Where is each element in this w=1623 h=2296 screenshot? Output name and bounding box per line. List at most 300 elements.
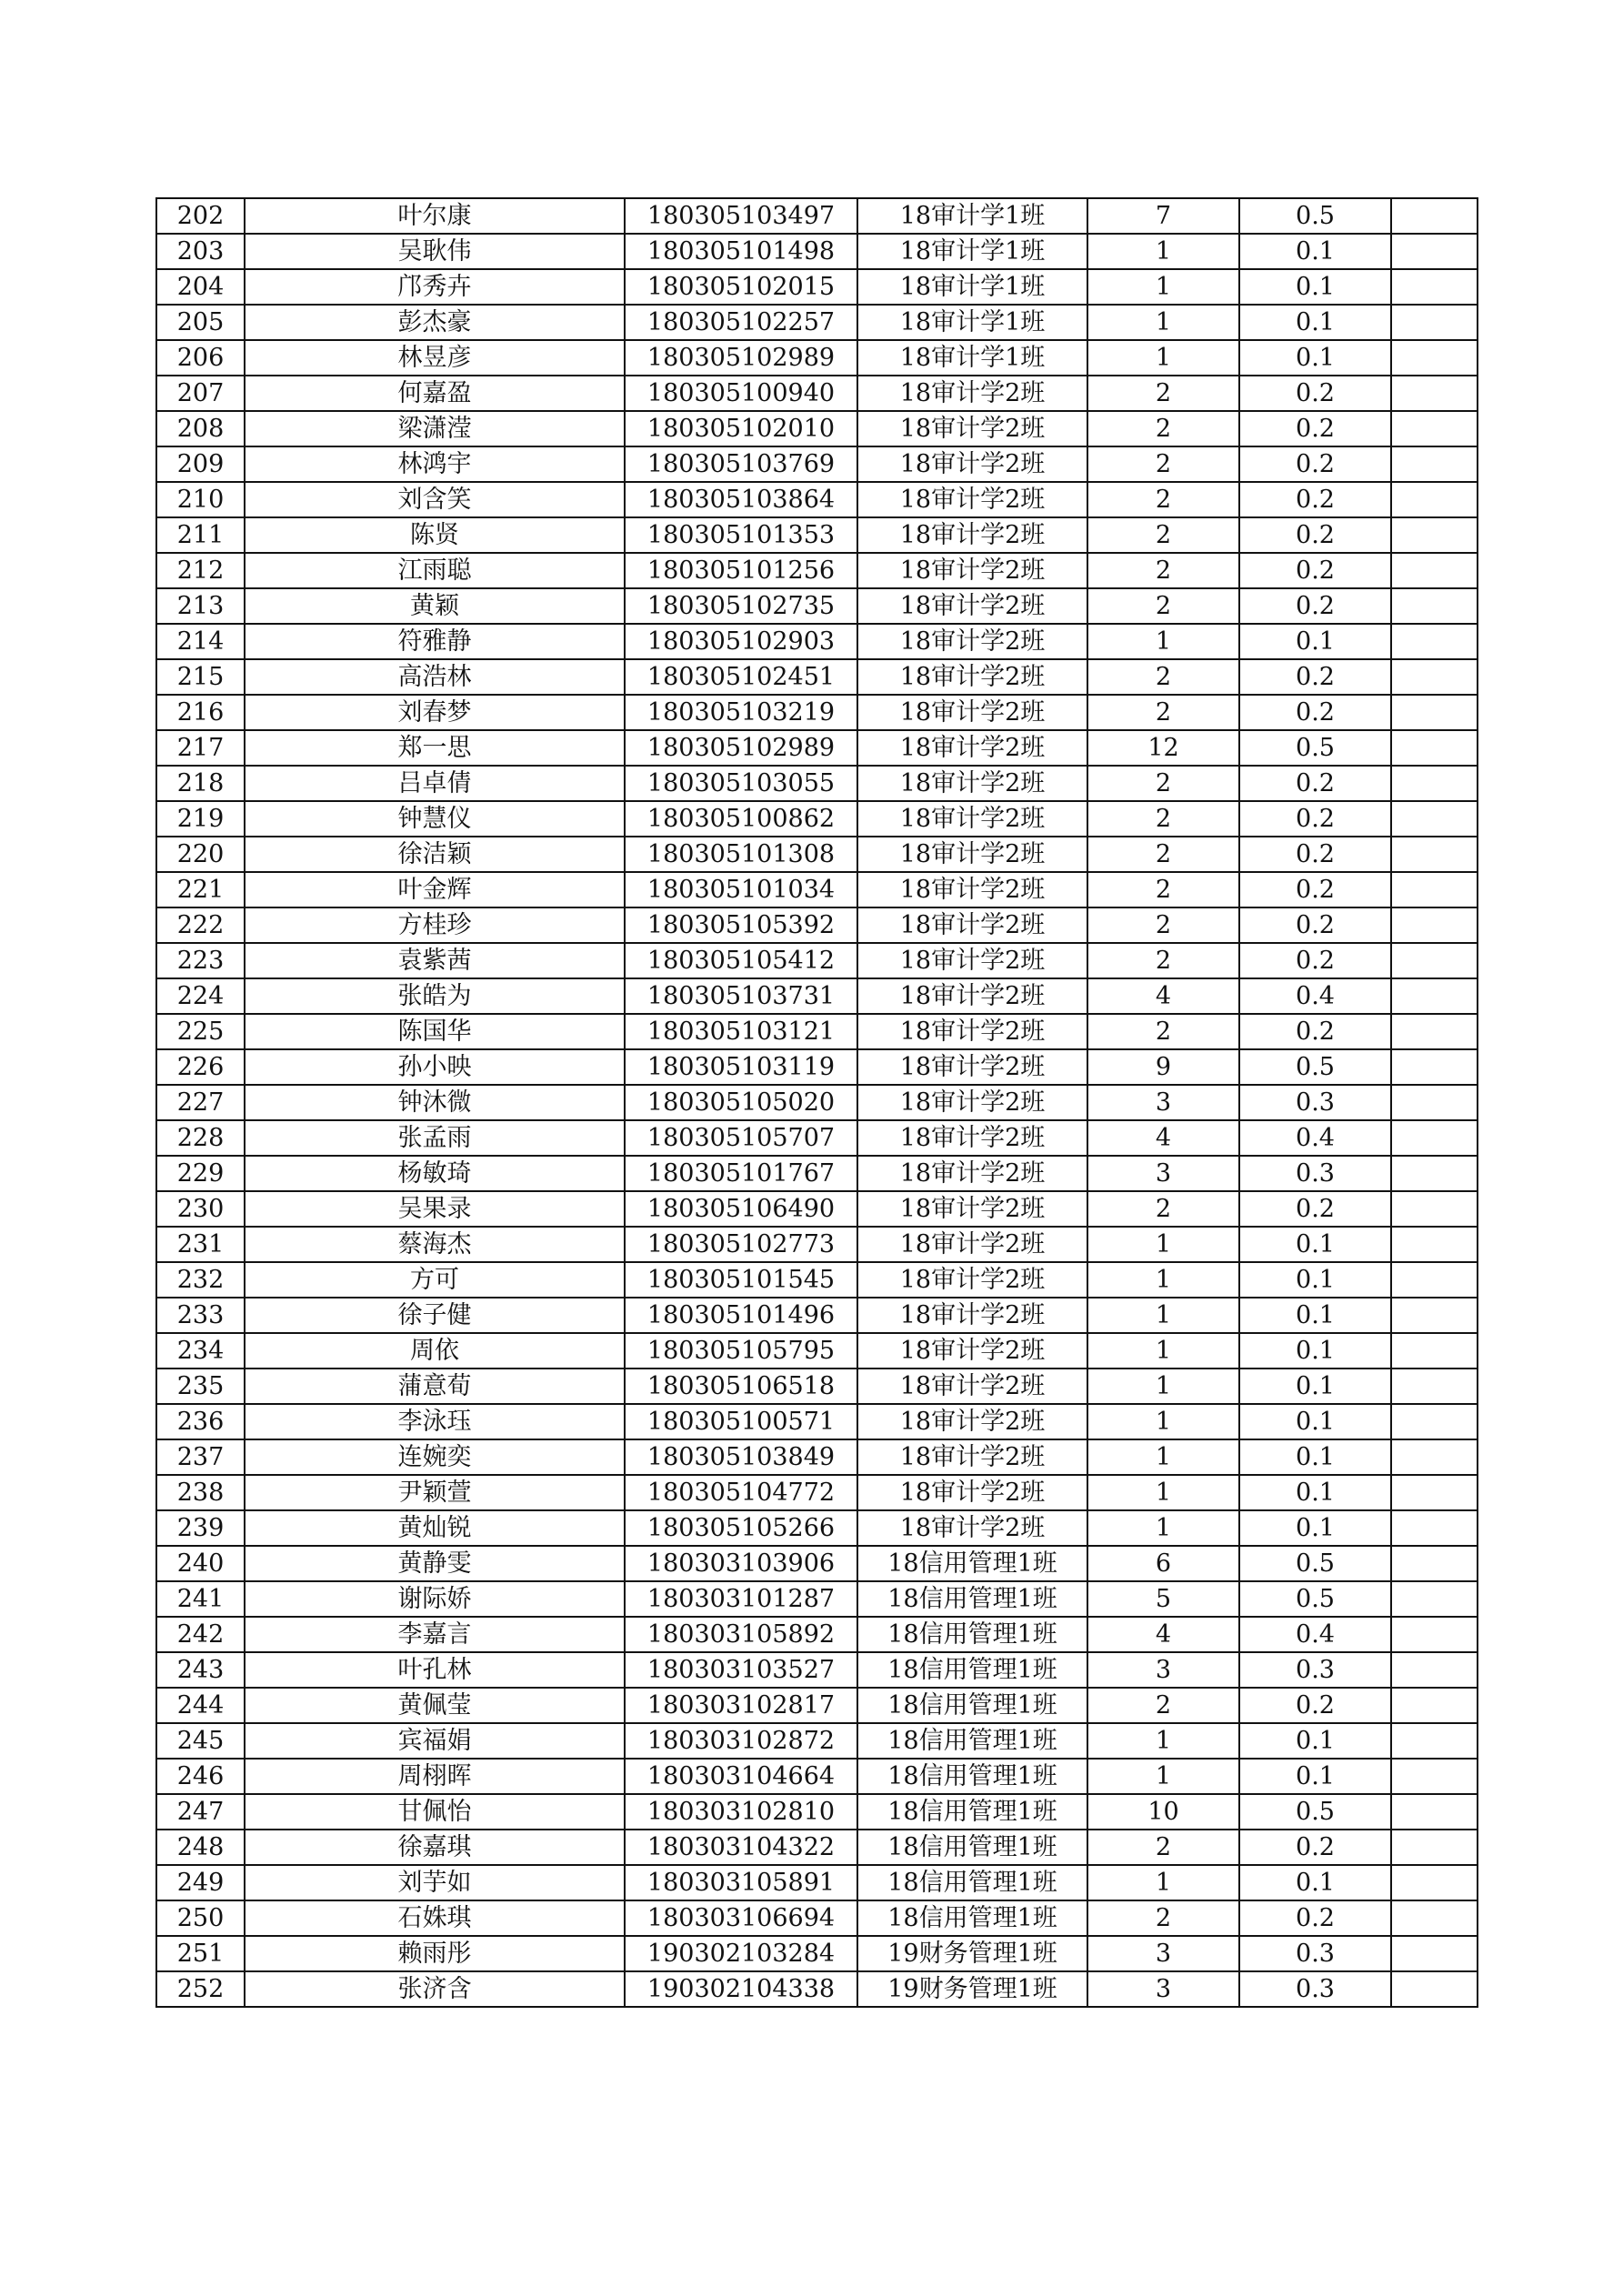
table-row [156, 1794, 1478, 1830]
count-cell: 2 [1087, 1191, 1239, 1227]
table-row [156, 1475, 1478, 1510]
row-number-cell: 211 [156, 517, 245, 553]
student-name-cell: 方桂珍 [245, 907, 625, 943]
remark-cell [1391, 907, 1478, 943]
count-cell: 3 [1087, 1971, 1239, 2007]
student-id-cell: 180305102989 [625, 340, 857, 376]
class-name-cell: 18审计学2班 [857, 1333, 1087, 1369]
student-name-cell: 李嘉言 [245, 1617, 625, 1652]
count-cell: 2 [1087, 446, 1239, 482]
student-name-cell: 吕卓倩 [245, 766, 625, 801]
remark-cell [1391, 730, 1478, 766]
student-name-cell: 周依 [245, 1333, 625, 1369]
count-cell: 3 [1087, 1085, 1239, 1120]
student-name-cell: 黄静雯 [245, 1546, 625, 1581]
score-cell: 0.2 [1239, 766, 1391, 801]
class-name-cell: 18审计学2班 [857, 517, 1087, 553]
student-name-cell: 吴耿伟 [245, 234, 625, 269]
student-id-cell: 180305106490 [625, 1191, 857, 1227]
score-cell: 0.2 [1239, 446, 1391, 482]
student-name-cell: 吴果录 [245, 1191, 625, 1227]
student-id-cell: 180303101287 [625, 1581, 857, 1617]
table-row [156, 1759, 1478, 1794]
student-id-cell: 180303102872 [625, 1723, 857, 1759]
table-row [156, 1049, 1478, 1085]
class-name-cell: 18信用管理1班 [857, 1688, 1087, 1723]
row-number-cell: 246 [156, 1759, 245, 1794]
table-row [156, 1865, 1478, 1900]
remark-cell [1391, 1227, 1478, 1262]
remark-cell [1391, 1333, 1478, 1369]
row-number-cell: 241 [156, 1581, 245, 1617]
student-name-cell: 蔡海杰 [245, 1227, 625, 1262]
class-name-cell: 18审计学1班 [857, 198, 1087, 234]
student-name-cell: 黄佩莹 [245, 1688, 625, 1723]
count-cell: 2 [1087, 695, 1239, 730]
student-name-cell: 徐子健 [245, 1298, 625, 1333]
count-cell: 3 [1087, 1936, 1239, 1971]
count-cell: 1 [1087, 1227, 1239, 1262]
student-id-cell: 180303106694 [625, 1900, 857, 1936]
student-id-cell: 180305103119 [625, 1049, 857, 1085]
table-row [156, 1900, 1478, 1936]
score-cell: 0.2 [1239, 482, 1391, 517]
student-name-cell: 石姝琪 [245, 1900, 625, 1936]
row-number-cell: 206 [156, 340, 245, 376]
student-id-cell: 180305101308 [625, 837, 857, 872]
class-name-cell: 18信用管理1班 [857, 1759, 1087, 1794]
remark-cell [1391, 978, 1478, 1014]
remark-cell [1391, 695, 1478, 730]
table-row [156, 1830, 1478, 1865]
row-number-cell: 224 [156, 978, 245, 1014]
table-row [156, 1262, 1478, 1298]
student-id-cell: 180305105795 [625, 1333, 857, 1369]
table-row [156, 978, 1478, 1014]
count-cell: 2 [1087, 837, 1239, 872]
score-cell: 0.1 [1239, 234, 1391, 269]
count-cell: 1 [1087, 1475, 1239, 1510]
count-cell: 2 [1087, 411, 1239, 446]
class-name-cell: 18审计学2班 [857, 872, 1087, 907]
count-cell: 5 [1087, 1581, 1239, 1617]
table-row [156, 943, 1478, 978]
student-name-cell: 叶孔林 [245, 1652, 625, 1688]
table-row [156, 1333, 1478, 1369]
count-cell: 10 [1087, 1794, 1239, 1830]
remark-cell [1391, 659, 1478, 695]
score-cell: 0.1 [1239, 1333, 1391, 1369]
count-cell: 1 [1087, 1759, 1239, 1794]
remark-cell [1391, 872, 1478, 907]
table-row [156, 624, 1478, 659]
class-name-cell: 18审计学2班 [857, 1014, 1087, 1049]
row-number-cell: 247 [156, 1794, 245, 1830]
count-cell: 2 [1087, 1830, 1239, 1865]
table-row [156, 1191, 1478, 1227]
count-cell: 2 [1087, 907, 1239, 943]
count-cell: 1 [1087, 234, 1239, 269]
row-number-cell: 221 [156, 872, 245, 907]
student-id-cell: 180305103121 [625, 1014, 857, 1049]
remark-cell [1391, 1688, 1478, 1723]
student-id-cell: 180305100940 [625, 376, 857, 411]
score-cell: 0.2 [1239, 907, 1391, 943]
score-cell: 0.4 [1239, 1120, 1391, 1156]
table-row [156, 1120, 1478, 1156]
count-cell: 2 [1087, 553, 1239, 588]
row-number-cell: 234 [156, 1333, 245, 1369]
class-name-cell: 18审计学2班 [857, 1298, 1087, 1333]
remark-cell [1391, 305, 1478, 340]
score-cell: 0.4 [1239, 978, 1391, 1014]
class-name-cell: 18审计学2班 [857, 553, 1087, 588]
remark-cell [1391, 411, 1478, 446]
remark-cell [1391, 1617, 1478, 1652]
student-id-cell: 180305103497 [625, 198, 857, 234]
row-number-cell: 239 [156, 1510, 245, 1546]
class-name-cell: 18信用管理1班 [857, 1794, 1087, 1830]
student-name-cell: 尹颖萱 [245, 1475, 625, 1510]
row-number-cell: 210 [156, 482, 245, 517]
class-name-cell: 18审计学2班 [857, 907, 1087, 943]
class-name-cell: 18审计学2班 [857, 1120, 1087, 1156]
student-id-cell: 180305102010 [625, 411, 857, 446]
table-row [156, 446, 1478, 482]
row-number-cell: 215 [156, 659, 245, 695]
table-row [156, 269, 1478, 305]
class-name-cell: 18信用管理1班 [857, 1865, 1087, 1900]
student-name-cell: 叶尔康 [245, 198, 625, 234]
count-cell: 9 [1087, 1049, 1239, 1085]
remark-cell [1391, 198, 1478, 234]
count-cell: 2 [1087, 482, 1239, 517]
row-number-cell: 212 [156, 553, 245, 588]
table-row [156, 376, 1478, 411]
score-cell: 0.2 [1239, 588, 1391, 624]
student-name-cell: 蒲意荀 [245, 1369, 625, 1404]
table-row [156, 1014, 1478, 1049]
remark-cell [1391, 1794, 1478, 1830]
student-name-cell: 刘含笑 [245, 482, 625, 517]
remark-cell [1391, 1759, 1478, 1794]
student-id-cell: 180305100862 [625, 801, 857, 837]
class-name-cell: 18审计学2班 [857, 659, 1087, 695]
score-cell: 0.2 [1239, 1688, 1391, 1723]
count-cell: 1 [1087, 1369, 1239, 1404]
table-row [156, 1688, 1478, 1723]
remark-cell [1391, 517, 1478, 553]
remark-cell [1391, 766, 1478, 801]
student-id-cell: 180305105707 [625, 1120, 857, 1156]
remark-cell [1391, 1120, 1478, 1156]
score-cell: 0.2 [1239, 1191, 1391, 1227]
remark-cell [1391, 588, 1478, 624]
class-name-cell: 18审计学1班 [857, 269, 1087, 305]
student-name-cell: 符雅静 [245, 624, 625, 659]
score-cell: 0.5 [1239, 1049, 1391, 1085]
remark-cell [1391, 1262, 1478, 1298]
student-id-cell: 180305102773 [625, 1227, 857, 1262]
row-number-cell: 216 [156, 695, 245, 730]
remark-cell [1391, 1652, 1478, 1688]
remark-cell [1391, 446, 1478, 482]
score-cell: 0.1 [1239, 1723, 1391, 1759]
score-cell: 0.1 [1239, 1865, 1391, 1900]
row-number-cell: 236 [156, 1404, 245, 1439]
row-number-cell: 204 [156, 269, 245, 305]
row-number-cell: 203 [156, 234, 245, 269]
student-name-cell: 李泳珏 [245, 1404, 625, 1439]
student-name-cell: 徐嘉琪 [245, 1830, 625, 1865]
remark-cell [1391, 837, 1478, 872]
student-id-cell: 180305101545 [625, 1262, 857, 1298]
student-id-cell: 190302103284 [625, 1936, 857, 1971]
count-cell: 2 [1087, 588, 1239, 624]
table-row [156, 1617, 1478, 1652]
count-cell: 2 [1087, 1014, 1239, 1049]
student-id-cell: 180305101353 [625, 517, 857, 553]
count-cell: 7 [1087, 198, 1239, 234]
student-name-cell: 陈贤 [245, 517, 625, 553]
class-name-cell: 18审计学2班 [857, 1049, 1087, 1085]
class-name-cell: 18审计学2班 [857, 801, 1087, 837]
class-name-cell: 18信用管理1班 [857, 1617, 1087, 1652]
student-id-cell: 180305101256 [625, 553, 857, 588]
student-name-cell: 徐洁颖 [245, 837, 625, 872]
student-id-cell: 180303104664 [625, 1759, 857, 1794]
row-number-cell: 214 [156, 624, 245, 659]
score-cell: 0.5 [1239, 1581, 1391, 1617]
remark-cell [1391, 1865, 1478, 1900]
score-cell: 0.2 [1239, 553, 1391, 588]
student-name-cell: 刘芋如 [245, 1865, 625, 1900]
student-id-cell: 180305101498 [625, 234, 857, 269]
student-id-cell: 180303105891 [625, 1865, 857, 1900]
student-id-cell: 190302104338 [625, 1971, 857, 2007]
count-cell: 1 [1087, 1723, 1239, 1759]
score-cell: 0.1 [1239, 305, 1391, 340]
student-id-cell: 180305102989 [625, 730, 857, 766]
student-id-cell: 180305102015 [625, 269, 857, 305]
score-cell: 0.3 [1239, 1085, 1391, 1120]
row-number-cell: 233 [156, 1298, 245, 1333]
class-name-cell: 18审计学2班 [857, 730, 1087, 766]
table-row [156, 482, 1478, 517]
count-cell: 2 [1087, 1900, 1239, 1936]
class-name-cell: 18审计学2班 [857, 1510, 1087, 1546]
table-row [156, 766, 1478, 801]
remark-cell [1391, 1900, 1478, 1936]
score-cell: 0.2 [1239, 943, 1391, 978]
row-number-cell: 218 [156, 766, 245, 801]
table-row [156, 837, 1478, 872]
row-number-cell: 243 [156, 1652, 245, 1688]
class-name-cell: 18审计学2班 [857, 1085, 1087, 1120]
count-cell: 2 [1087, 872, 1239, 907]
remark-cell [1391, 1156, 1478, 1191]
count-cell: 3 [1087, 1652, 1239, 1688]
count-cell: 4 [1087, 978, 1239, 1014]
table-row [156, 234, 1478, 269]
row-number-cell: 228 [156, 1120, 245, 1156]
count-cell: 2 [1087, 376, 1239, 411]
table-row [156, 1404, 1478, 1439]
count-cell: 2 [1087, 1688, 1239, 1723]
row-number-cell: 222 [156, 907, 245, 943]
table-row [156, 801, 1478, 837]
table-row [156, 1298, 1478, 1333]
row-number-cell: 219 [156, 801, 245, 837]
remark-cell [1391, 1830, 1478, 1865]
student-name-cell: 张皓为 [245, 978, 625, 1014]
count-cell: 1 [1087, 1439, 1239, 1475]
class-name-cell: 18审计学2班 [857, 1191, 1087, 1227]
table-row [156, 1227, 1478, 1262]
table-row [156, 1936, 1478, 1971]
table-row [156, 1510, 1478, 1546]
score-cell: 0.1 [1239, 1298, 1391, 1333]
student-id-cell: 180305100571 [625, 1404, 857, 1439]
count-cell: 1 [1087, 269, 1239, 305]
student-id-cell: 180303105892 [625, 1617, 857, 1652]
class-name-cell: 18信用管理1班 [857, 1652, 1087, 1688]
student-id-cell: 180303104322 [625, 1830, 857, 1865]
class-name-cell: 18审计学2班 [857, 1404, 1087, 1439]
score-cell: 0.1 [1239, 1439, 1391, 1475]
student-id-cell: 180305101767 [625, 1156, 857, 1191]
student-id-cell: 180305103731 [625, 978, 857, 1014]
remark-cell [1391, 1085, 1478, 1120]
student-name-cell: 彭杰豪 [245, 305, 625, 340]
row-number-cell: 220 [156, 837, 245, 872]
student-name-cell: 陈国华 [245, 1014, 625, 1049]
student-id-cell: 180305101034 [625, 872, 857, 907]
remark-cell [1391, 376, 1478, 411]
row-number-cell: 217 [156, 730, 245, 766]
class-name-cell: 19财务管理1班 [857, 1971, 1087, 2007]
count-cell: 3 [1087, 1156, 1239, 1191]
table-row [156, 588, 1478, 624]
class-name-cell: 18审计学2班 [857, 766, 1087, 801]
student-id-cell: 180305104772 [625, 1475, 857, 1510]
student-name-cell: 江雨聪 [245, 553, 625, 588]
count-cell: 2 [1087, 801, 1239, 837]
score-cell: 0.3 [1239, 1971, 1391, 2007]
student-name-cell: 郑一思 [245, 730, 625, 766]
remark-cell [1391, 1723, 1478, 1759]
row-number-cell: 231 [156, 1227, 245, 1262]
class-name-cell: 18审计学1班 [857, 234, 1087, 269]
student-id-cell: 180305105266 [625, 1510, 857, 1546]
remark-cell [1391, 1191, 1478, 1227]
class-name-cell: 18审计学2班 [857, 1262, 1087, 1298]
student-id-cell: 180305105412 [625, 943, 857, 978]
count-cell: 2 [1087, 943, 1239, 978]
student-name-cell: 高浩林 [245, 659, 625, 695]
score-cell: 0.1 [1239, 1510, 1391, 1546]
table-row [156, 1581, 1478, 1617]
table-row [156, 1971, 1478, 2007]
student-id-cell: 180305102903 [625, 624, 857, 659]
row-number-cell: 237 [156, 1439, 245, 1475]
student-name-cell: 宾福娟 [245, 1723, 625, 1759]
class-name-cell: 18审计学2班 [857, 1439, 1087, 1475]
count-cell: 4 [1087, 1120, 1239, 1156]
count-cell: 1 [1087, 340, 1239, 376]
remark-cell [1391, 553, 1478, 588]
score-cell: 0.1 [1239, 269, 1391, 305]
student-name-cell: 周栩晖 [245, 1759, 625, 1794]
score-cell: 0.4 [1239, 1617, 1391, 1652]
score-cell: 0.2 [1239, 517, 1391, 553]
row-number-cell: 250 [156, 1900, 245, 1936]
row-number-cell: 207 [156, 376, 245, 411]
score-cell: 0.5 [1239, 198, 1391, 234]
score-cell: 0.5 [1239, 1546, 1391, 1581]
table-row [156, 730, 1478, 766]
row-number-cell: 226 [156, 1049, 245, 1085]
score-cell: 0.2 [1239, 872, 1391, 907]
remark-cell [1391, 1936, 1478, 1971]
student-name-cell: 张济含 [245, 1971, 625, 2007]
score-cell: 0.3 [1239, 1652, 1391, 1688]
score-cell: 0.1 [1239, 1404, 1391, 1439]
table-row [156, 340, 1478, 376]
row-number-cell: 209 [156, 446, 245, 482]
count-cell: 1 [1087, 1510, 1239, 1546]
remark-cell [1391, 234, 1478, 269]
count-cell: 1 [1087, 1865, 1239, 1900]
class-name-cell: 18审计学2班 [857, 1156, 1087, 1191]
score-cell: 0.5 [1239, 1794, 1391, 1830]
row-number-cell: 225 [156, 1014, 245, 1049]
table-row [156, 1439, 1478, 1475]
row-number-cell: 229 [156, 1156, 245, 1191]
student-name-cell: 杨敏琦 [245, 1156, 625, 1191]
score-cell: 0.1 [1239, 1227, 1391, 1262]
student-name-cell: 赖雨彤 [245, 1936, 625, 1971]
class-name-cell: 18审计学2班 [857, 411, 1087, 446]
student-name-cell: 叶金辉 [245, 872, 625, 907]
remark-cell [1391, 482, 1478, 517]
table-row [156, 198, 1478, 234]
student-id-cell: 180303102810 [625, 1794, 857, 1830]
row-number-cell: 235 [156, 1369, 245, 1404]
row-number-cell: 251 [156, 1936, 245, 1971]
class-name-cell: 18审计学1班 [857, 305, 1087, 340]
table-row [156, 872, 1478, 907]
student-name-cell: 钟沐微 [245, 1085, 625, 1120]
table-row [156, 1085, 1478, 1120]
class-name-cell: 18审计学2班 [857, 1227, 1087, 1262]
remark-cell [1391, 1439, 1478, 1475]
remark-cell [1391, 1404, 1478, 1439]
table-row [156, 1369, 1478, 1404]
row-number-cell: 213 [156, 588, 245, 624]
class-name-cell: 18审计学2班 [857, 446, 1087, 482]
student-id-cell: 180305105020 [625, 1085, 857, 1120]
count-cell: 2 [1087, 766, 1239, 801]
student-name-cell: 甘佩怡 [245, 1794, 625, 1830]
roster-table-body [156, 198, 1478, 2007]
student-id-cell: 180305101496 [625, 1298, 857, 1333]
student-id-cell: 180303103527 [625, 1652, 857, 1688]
remark-cell [1391, 340, 1478, 376]
class-name-cell: 18审计学2班 [857, 624, 1087, 659]
remark-cell [1391, 1510, 1478, 1546]
score-cell: 0.5 [1239, 730, 1391, 766]
